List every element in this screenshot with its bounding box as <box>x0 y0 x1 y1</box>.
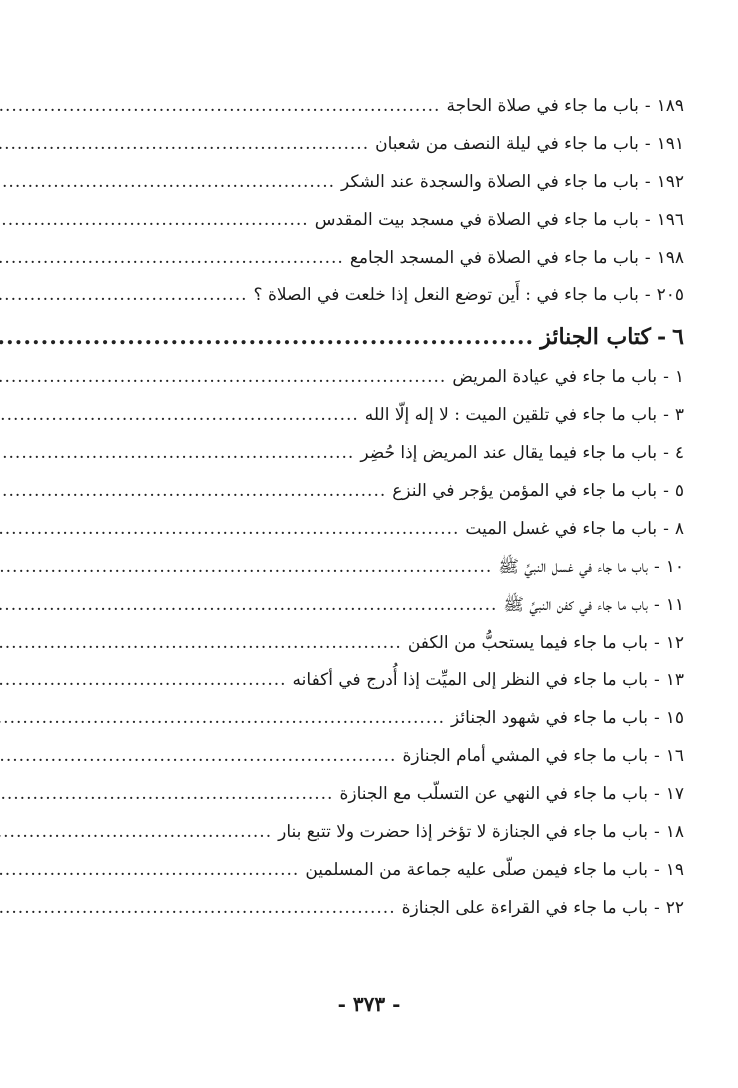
entry-separator: - <box>653 746 660 767</box>
toc-entry <box>70 662 684 700</box>
dot-leader <box>0 776 333 814</box>
dot-leader <box>0 435 354 473</box>
entry-title: باب ما جاء في صلاة الحاجة <box>446 96 639 116</box>
entry-number: ٨ <box>674 518 684 539</box>
dot-leader <box>0 738 396 776</box>
entry-title: باب ما جاء في النظر إلى الميِّت إذا أُدرج في أكفانه <box>292 670 648 691</box>
entry-separator: - <box>644 209 651 230</box>
entry-separator: - <box>653 859 660 880</box>
entry-title: باب ما جاء في الصلاة في المسجد الجامع <box>349 247 639 268</box>
dot-leader <box>0 240 344 278</box>
entry-number: ٢٢ <box>665 897 684 918</box>
entry-number: ١ <box>674 367 684 388</box>
entry-number: ٢٠٥ <box>656 285 684 306</box>
entry-number: ١٩ <box>665 859 684 880</box>
entry-number: ١٩١ <box>656 133 684 154</box>
entry-title: باب ما جاء في ليلة النصف من شعبان <box>375 133 639 154</box>
chapter-number: ٦ <box>672 324 684 351</box>
entry-number: ١٢ <box>665 632 684 653</box>
dot-leader <box>0 511 459 549</box>
toc-entry <box>70 511 684 549</box>
entry-separator: - <box>663 367 669 388</box>
dot-leader <box>0 625 402 663</box>
toc-entry <box>70 277 684 315</box>
table-of-contents <box>70 88 684 928</box>
entry-number: ١٨٩ <box>656 96 684 116</box>
dot-leader <box>0 890 396 928</box>
chapter-heading <box>70 315 684 359</box>
dot-leader <box>0 277 248 315</box>
dot-leader <box>0 126 369 164</box>
entry-separator: - <box>653 822 660 843</box>
toc-entry <box>70 359 684 397</box>
entry-separator: - <box>644 285 651 306</box>
entry-title: باب ما جاء في القراءة على الجنازة <box>401 897 648 918</box>
toc-entry <box>70 625 684 663</box>
entry-number: ١٨ <box>665 822 684 843</box>
entry-title: باب ما جاء في النهي عن التسلّب مع الجنازة <box>339 784 648 805</box>
entry-title: باب ما جاء في الصلاة والسجدة عند الشكر <box>341 171 639 192</box>
toc-entry <box>70 776 684 814</box>
dot-leader <box>0 814 272 852</box>
entry-number: ٤ <box>674 443 684 464</box>
entry-number: ٣ <box>674 405 684 426</box>
toc-entry <box>70 240 684 278</box>
dot-leader <box>0 202 309 240</box>
entry-separator: - <box>653 594 660 615</box>
entry-separator: - <box>644 247 651 268</box>
toc-entry <box>70 473 684 511</box>
toc-entry <box>70 202 684 240</box>
entry-separator: - <box>653 556 660 577</box>
dot-leader <box>0 473 386 511</box>
entry-title: باب ما جاء في الصلاة في مسجد بيت المقدس <box>314 209 639 230</box>
toc-entry <box>70 549 684 587</box>
entry-number: ١٠ <box>665 556 684 577</box>
entry-separator: - <box>663 481 669 502</box>
entry-separator: - <box>644 133 651 154</box>
entry-separator: - <box>663 405 669 426</box>
entry-title: باب ما جاء في غسل الميت <box>465 518 658 539</box>
toc-entry <box>70 738 684 776</box>
entry-number: ١٩٨ <box>656 247 684 268</box>
entry-title: باب ما جاء في المشي أمام الجنازة <box>402 746 648 767</box>
entry-separator: - <box>653 632 660 653</box>
toc-entry <box>70 88 684 126</box>
toc-entry <box>70 890 684 928</box>
dot-leader <box>0 88 440 126</box>
entry-number: ١٣ <box>665 670 684 691</box>
entry-separator: - <box>644 171 651 192</box>
entry-separator: - <box>653 897 660 918</box>
toc-entry <box>70 587 684 625</box>
toc-entry <box>70 852 684 890</box>
entry-number: ١٥ <box>665 708 684 729</box>
entry-number: ١٧ <box>665 784 684 805</box>
entry-title: باب ما جاء في المؤمن يؤجر في النزع <box>392 481 658 502</box>
toc-entry <box>70 814 684 852</box>
entry-title: باب ما جاء فيمن صلّى عليه جماعة من المسلمين <box>305 859 648 880</box>
entry-separator: - <box>653 670 660 691</box>
dot-leader <box>0 397 359 435</box>
entry-number: ١٦ <box>665 746 684 767</box>
entry-number: ٥ <box>674 481 684 502</box>
entry-title: باب ما جاء في تلقين الميت : لا إله إلّا الله <box>364 405 658 426</box>
entry-title: باب ما جاء في شهود الجنائز <box>451 708 648 729</box>
toc-entry <box>70 435 684 473</box>
toc-entry <box>70 126 684 164</box>
toc-entry <box>70 397 684 435</box>
entry-title: باب ما جاء في كفن النبيِّ ﷺ <box>503 594 648 615</box>
entry-separator: - <box>653 784 660 805</box>
entry-number: ١٩٦ <box>656 209 684 230</box>
entry-separator: - <box>663 443 669 464</box>
entry-title: باب ما جاء في عيادة المريض <box>452 367 658 388</box>
dot-leader <box>0 852 299 890</box>
dot-leader <box>0 164 335 202</box>
entry-title: باب ما جاء في غسل النبيِّ ﷺ <box>498 556 648 577</box>
dot-leader <box>0 587 497 625</box>
dot-leader <box>0 549 492 587</box>
page-number-footer: - ٣٧٣ - <box>337 992 401 1016</box>
dot-leader <box>0 359 446 397</box>
entry-title: باب ما جاء في الجنازة لا تؤخر إذا حضرت ولا تتبع بنار <box>278 822 648 843</box>
dot-leader <box>0 662 287 700</box>
entry-separator: - <box>657 324 667 351</box>
entry-number: ١٩٢ <box>656 171 684 192</box>
toc-entry <box>70 164 684 202</box>
chapter-title: كتاب الجنائز <box>540 324 652 351</box>
dot-leader <box>0 700 445 738</box>
entry-separator: - <box>663 518 669 539</box>
entry-title: باب ما جاء في : أَين توضع النعل إذا خلعت في الصلاة ؟ <box>253 285 639 306</box>
entry-title: باب ما جاء فيما يقال عند المريض إذا حُضِر <box>360 443 658 464</box>
entry-separator: - <box>653 708 660 729</box>
entry-title: باب ما جاء فيما يستحبُّ من الكفن <box>407 632 648 653</box>
dot-leader <box>0 315 534 359</box>
toc-entry <box>70 700 684 738</box>
entry-number: ١١ <box>665 594 684 615</box>
entry-separator: - <box>644 96 651 116</box>
